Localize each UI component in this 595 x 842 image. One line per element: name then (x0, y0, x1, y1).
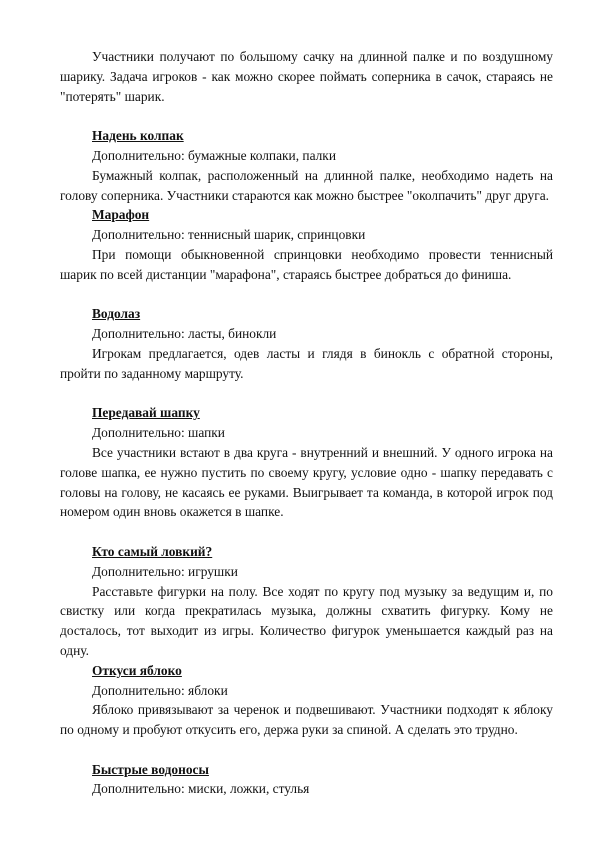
game-title: Передавай шапку (92, 405, 200, 421)
game-description: Яблоко привязывают за черенок и подвешивают. Участники подходят к яблоку по одному и пробуют откусить его, держа руки за спиной. А сделать это трудно. (60, 702, 553, 738)
spacer (60, 522, 553, 542)
game-equipment: Дополнительно: бумажные колпаки, палки (92, 147, 336, 163)
game-description: Все участники встают в два круга - внутренний и внешний. У одного игрока на голове шапка, ее нужно пустить по своему кругу, условие одно - шапку передавать с головы на голову, не касаясь ее руками. Выигрывает та команда, в которой игрок под номером один вновь окажется в шапке. (60, 444, 553, 520)
game-title: Откуси яблоко (92, 662, 182, 678)
game-equipment: Дополнительно: теннисный шарик, спринцовки (92, 227, 366, 243)
spacer (60, 384, 553, 404)
game-equipment: Дополнительно: шапки (92, 425, 225, 441)
game-description: Игрокам предлагается, одев ласты и глядя в бинокль с обратной стороны, пройти по заданному маршруту. (60, 345, 553, 381)
spacer (60, 740, 553, 760)
game-title: Быстрые водоносы (92, 761, 209, 777)
spacer (60, 285, 553, 305)
game-equipment: Дополнительно: игрушки (92, 563, 238, 579)
game-description: Бумажный колпак, расположенный на длинной палке, необходимо надеть на голову соперника. Участники стараются как можно быстрее "околпачить" друг друга. (60, 167, 553, 203)
game-description: Расставьте фигурки на полу. Все ходят по кругу под музыку за ведущим и, по свистку или когда прекратилась музыка, должны схватить фигурку. Кому не досталось, тот выходит из игры. Количество фигурок уменьшается каждый раз на одну. (60, 583, 553, 658)
game-title: Марафон (92, 207, 150, 223)
game-equipment: Дополнительно: ласты, бинокли (92, 326, 277, 342)
game-title: Кто самый ловкий? (92, 543, 213, 559)
game-title: Водолаз (92, 306, 141, 322)
game-description: При помощи обыкновенной спринцовки необходимо провести теннисный шарик по всей дистанции "марафона", стараясь быстрее добраться до финиша. (60, 246, 553, 282)
intro-paragraph: Участники получают по большому сачку на длинной палке и по воздушному шарику. Задача игроков - как можно скорее поймать соперника в сачок, стараясь не "потерять" шарик. (60, 49, 553, 104)
document-body (60, 47, 553, 799)
spacer (60, 106, 553, 126)
game-title: Надень колпак (92, 128, 184, 144)
game-equipment: Дополнительно: миски, ложки, стулья (92, 781, 310, 797)
game-equipment: Дополнительно: яблоки (92, 682, 228, 698)
